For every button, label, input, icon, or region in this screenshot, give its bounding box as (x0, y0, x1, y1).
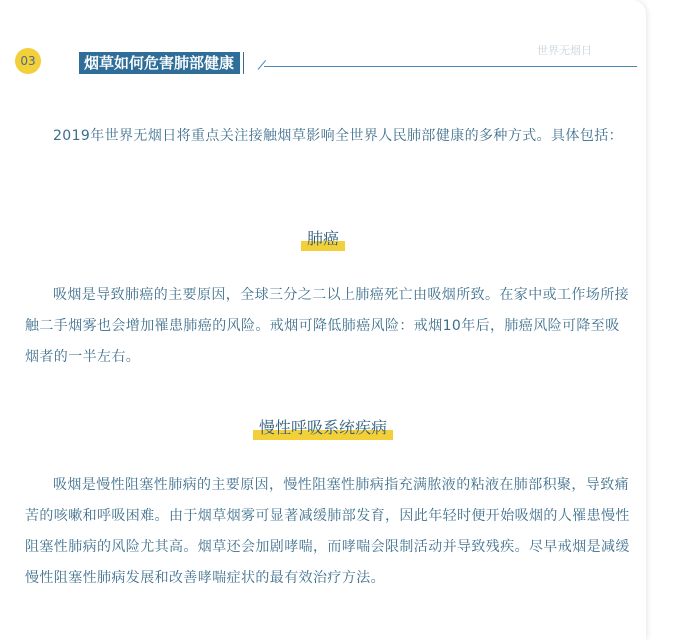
intro-paragraph: 2019年世界无烟日将重点关注接触烟草影响全世界人民肺部健康的多种方式。具体包括： (53, 128, 624, 144)
watermark-text: 世界无烟日 (537, 44, 592, 57)
section-title: 烟草如何危害肺部健康 (79, 52, 240, 74)
copd-heading (0, 417, 646, 439)
copd-paragraph: 吸烟是慢性阻塞性肺病的主要原因，慢性阻塞性肺病指充满脓液的粘液在肺部积聚，导致痛苦的咳嗽和呼吸困难。由于烟草烟雾可显著减缓肺部发育，因此年轻时便开始吸烟的人罹患慢性阻塞性肺病的风险尤其高。烟草还会加剧哮喘，而哮喘会限制活动并导致残疾。尽早戒烟是减缓慢性阻塞性肺病发展和改善哮喘症状的最有效治疗方法。 (25, 477, 630, 586)
title-divider-line (264, 66, 637, 67)
lung-cancer-heading-text: 肺癌 (301, 228, 345, 250)
lung-cancer-paragraph: 吸烟是导致肺癌的主要原因，全球三分之二以上肺癌死亡由吸烟所致。在家中或工作场所接触二手烟雾也会增加罹患肺癌的风险。戒烟可降低肺癌风险：戒烟10年后，肺癌风险可降至吸烟者的一半左右。 (25, 287, 629, 365)
section-number-badge: 03 (15, 48, 41, 74)
title-divider-slash (258, 60, 266, 70)
lung-cancer-heading (0, 228, 646, 250)
copd-heading-text: 慢性呼吸系统疾病 (253, 417, 393, 439)
